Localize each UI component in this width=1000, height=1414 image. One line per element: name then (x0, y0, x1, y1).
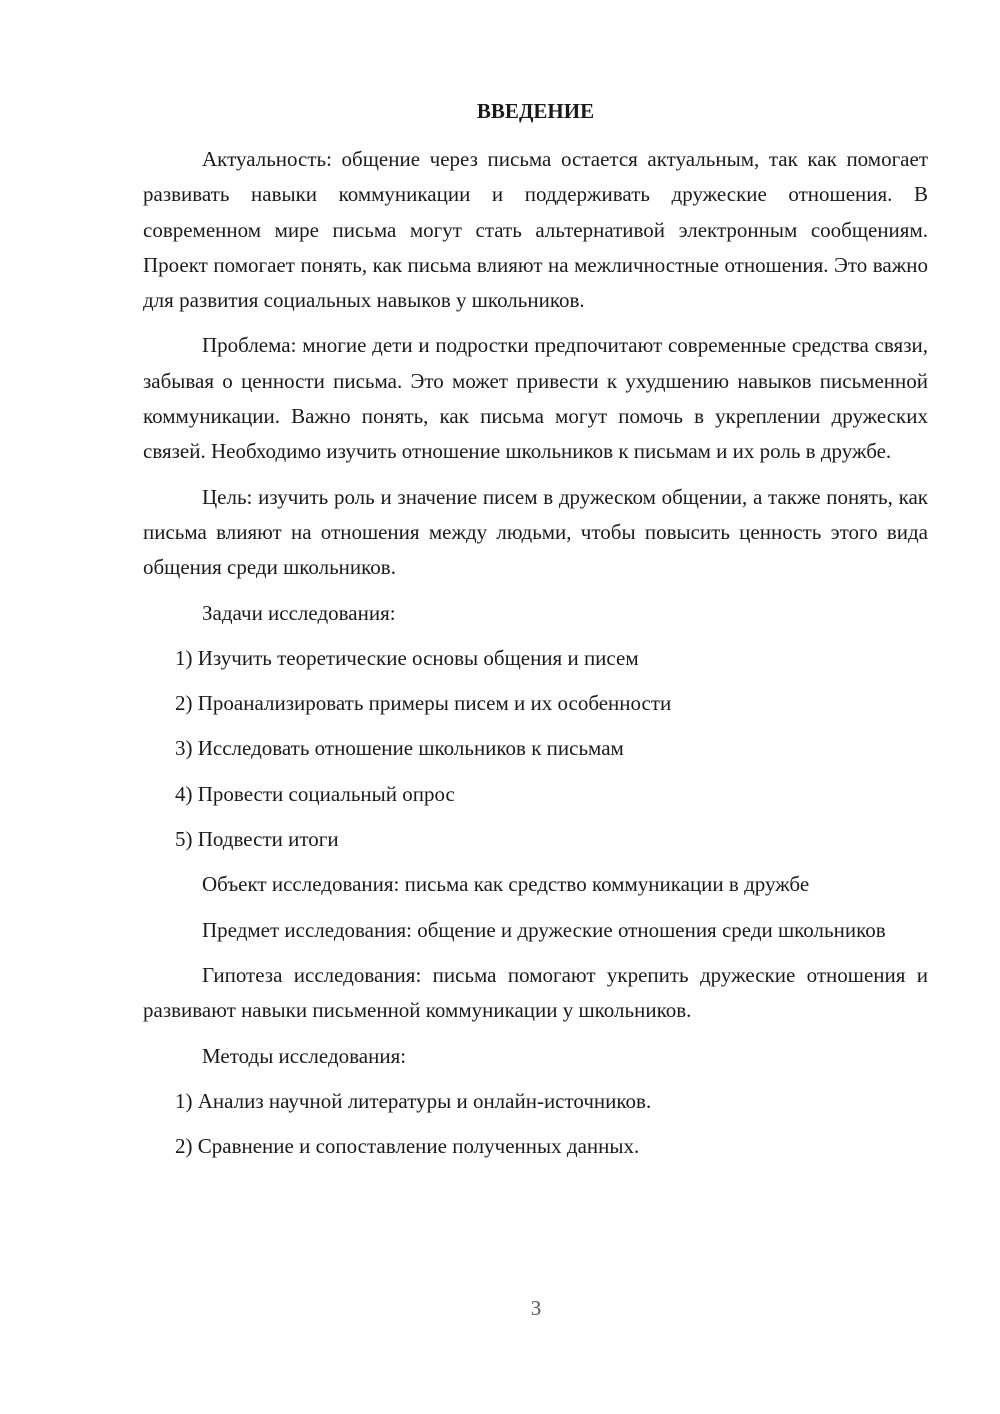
document-page (143, 94, 928, 1174)
method-item: 1) Анализ научной литературы и онлайн-источников. (175, 1088, 652, 1113)
section-title: ВВЕДЕНИЕ (476, 99, 595, 123)
task-item: 5) Подвести итоги (175, 827, 339, 852)
page-number: 3 (530, 1296, 542, 1320)
tasks-heading: Задачи исследования: (202, 600, 396, 625)
method-item: 2) Сравнение и сопоставление полученных данных. (175, 1134, 640, 1159)
subject-paragraph: Предмет исследования: общение и дружеские отношения среди школьников (202, 917, 886, 942)
goal-paragraph: Цель: изучить роль и значение писем в дружеском общении, а также понять, как письма влияют на отношения между людьми, чтобы повысить ценность этого вида общения среди школьников. (143, 484, 928, 580)
object-paragraph: Объект исследования: письма как средство коммуникации в дружбе (202, 872, 810, 897)
task-item: 4) Провести социальный опрос (175, 781, 455, 806)
task-item: 2) Проанализировать примеры писем и их особенности (175, 691, 672, 716)
methods-heading: Методы исследования: (202, 1043, 407, 1068)
hypothesis-paragraph: Гипотеза исследования: письма помогают укрепить дружеские отношения и развивают навыки письменной коммуникации у школьников. (143, 962, 928, 1023)
task-item: 3) Исследовать отношение школьников к письмам (175, 736, 624, 761)
problem-paragraph: Проблема: многие дети и подростки предпочитают современные средства связи, забывая о ценности письма. Это может привести к ухудшению навыков письменной коммуникации. Важно понять, как письма могут помочь в укреплении дружеских связей. Необходимо изучить отношение школьников к письмам и их роль в дружбе. (143, 333, 928, 464)
task-item: 1) Изучить теоретические основы общения и писем (175, 645, 639, 670)
relevance-paragraph: Актуальность: общение через письма остается актуальным, так как помогает развивать навыки коммуникации и поддерживать дружеские отношения. В современном мире письма могут стать альтернативой электронным сообщениям. Проект помогает понять, как письма влияют на межличностные отношения. Это важно для развития социальных навыков у школьников. (143, 147, 928, 313)
